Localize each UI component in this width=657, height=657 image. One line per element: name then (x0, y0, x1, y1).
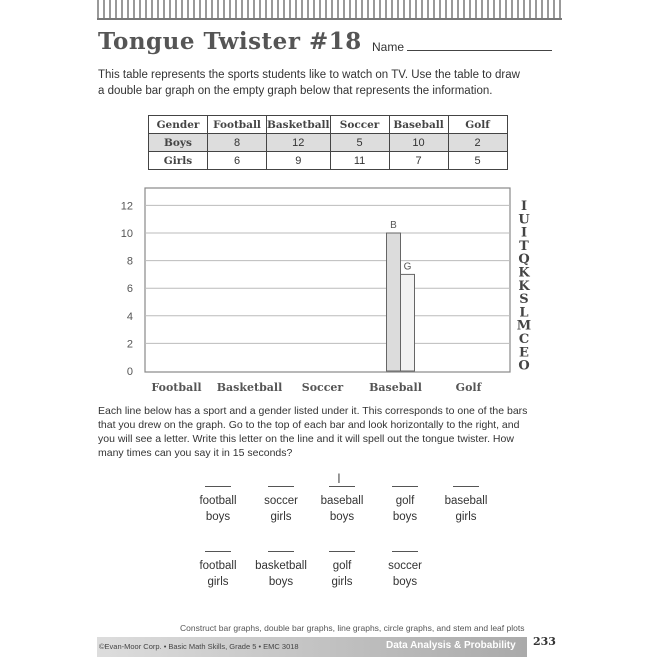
gender-label: girls (455, 511, 477, 523)
sport-label: basketball (255, 560, 307, 572)
table-header: Basketball (267, 116, 331, 134)
bar-label: G (403, 261, 412, 273)
sport-label: soccer (388, 560, 422, 572)
name-label: Name (372, 40, 405, 54)
table-header: Golf (448, 116, 507, 134)
page-number: 233 (533, 635, 556, 648)
table-cell: 7 (389, 152, 448, 170)
answer-blank[interactable] (312, 485, 372, 525)
answer-letter: S (519, 292, 529, 308)
answer-line[interactable] (268, 485, 294, 487)
gender-label: girls (331, 576, 353, 588)
y-tick-label: 8 (126, 255, 133, 268)
gender-label: boys (392, 511, 418, 523)
x-tick-label: Football (151, 381, 202, 394)
answer-blank[interactable] (251, 485, 311, 525)
x-tick-label: Soccer (301, 381, 344, 394)
table-header: Football (208, 116, 267, 134)
answer-blank[interactable] (188, 550, 248, 590)
answer-letter: E (519, 345, 529, 361)
answer-letter: M (516, 318, 532, 334)
x-tick-label: Baseball (369, 381, 422, 394)
answer-blank[interactable] (312, 550, 372, 590)
answer-blank[interactable] (375, 550, 435, 590)
bar-B (387, 233, 401, 371)
table-header: Soccer (330, 116, 389, 134)
table-cell: Girls (149, 152, 208, 170)
answer-line[interactable] (392, 485, 418, 487)
sport-label: baseball (444, 495, 488, 507)
bar-label: B (390, 220, 397, 231)
answer-letter: U (518, 212, 530, 228)
answer-letter: I (520, 225, 528, 241)
copyright: ©Evan-Moor Corp. • Basic Math Skills, Grade 5 • EMC 3018 (99, 642, 299, 651)
table-cell: 10 (389, 134, 448, 152)
table-header: Gender (149, 116, 208, 134)
answer-letter: K (518, 265, 530, 281)
answer-letter: O (518, 358, 530, 374)
gender-label: boys (205, 511, 231, 523)
footer-note: Construct bar graphs, double bar graphs, line graphs, circle graphs, and stem and leaf plots (180, 623, 525, 633)
page-title: Tongue Twister #18 (98, 28, 362, 55)
answer-letter: I (520, 199, 528, 214)
y-tick-label: 6 (126, 283, 133, 296)
sport-label: golf (332, 560, 352, 572)
table-cell: 2 (448, 134, 507, 152)
answer-line[interactable] (268, 550, 294, 552)
answer-blank[interactable] (375, 485, 435, 525)
answer-line[interactable] (205, 550, 231, 552)
answer-letter: T (519, 238, 529, 254)
answer-blank[interactable] (436, 485, 496, 525)
gender-label: girls (207, 576, 229, 588)
bar-G (401, 274, 415, 371)
gender-label: boys (329, 511, 355, 523)
answer-blank[interactable] (251, 550, 311, 590)
answer-line[interactable] (392, 550, 418, 552)
y-tick-label: 0 (126, 366, 133, 378)
y-tick-label: 2 (126, 338, 133, 351)
section-label: Data Analysis & Probability (386, 640, 516, 651)
table-cell: 12 (267, 134, 331, 152)
intro-text: This table represents the sports students like to watch on TV. Use the table to draw a double bar graph on the empty graph below that represents the information. (98, 69, 520, 97)
y-tick-label: 12 (120, 200, 133, 213)
sport-label: football (199, 560, 237, 572)
plot-frame (145, 188, 510, 372)
table-cell: 6 (208, 152, 267, 170)
table-cell: 5 (448, 152, 507, 170)
answer-letter: Q (518, 252, 530, 268)
sport-label: baseball (320, 495, 364, 507)
sport-label: football (199, 495, 237, 507)
table-cell: 8 (208, 134, 267, 152)
answer-line[interactable] (205, 485, 231, 487)
answer-letter: C (518, 332, 530, 347)
table-header: Baseball (389, 116, 448, 134)
y-tick-label: 10 (120, 228, 133, 240)
answer-blank[interactable] (188, 485, 248, 525)
text-cursor-icon: I (337, 470, 341, 486)
gender-label: boys (392, 576, 418, 588)
instructions-text: Each line below has a sport and a gender listed under it. This corresponds to one of the bars that you drew on the graph. Go to the top of each bar and look horizontally to the right, and you will see a letter. Write this letter on the line and it will spell out the tongue twister. How many times can you say it in 15 seconds? (98, 405, 528, 459)
sport-label: golf (395, 495, 415, 507)
answer-letter: L (519, 305, 529, 321)
answer-line[interactable] (329, 485, 355, 487)
gender-label: boys (268, 576, 294, 588)
x-tick-label: Golf (455, 381, 482, 394)
gender-label: girls (270, 511, 292, 523)
answer-letter: K (518, 278, 530, 294)
x-tick-label: Basketball (216, 381, 283, 394)
answer-line[interactable] (453, 485, 479, 487)
sport-label: soccer (264, 495, 298, 507)
table-cell: Boys (149, 134, 208, 152)
y-tick-label: 4 (126, 310, 133, 323)
table-cell: 11 (330, 152, 389, 170)
answer-line[interactable] (329, 550, 355, 552)
table-cell: 9 (267, 152, 331, 170)
table-cell: 5 (330, 134, 389, 152)
